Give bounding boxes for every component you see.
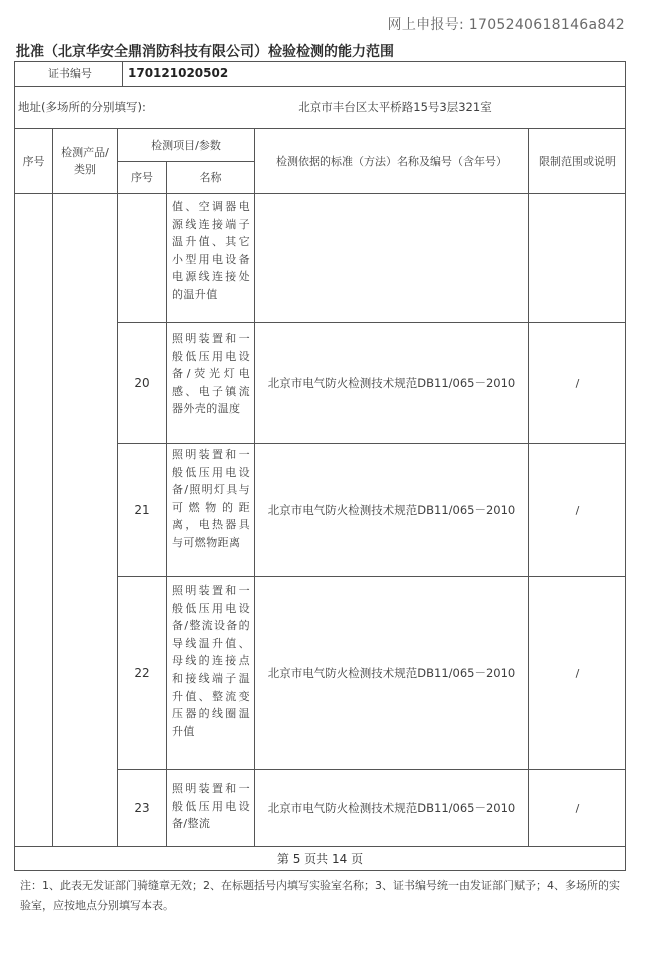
table-row-name: 照明装置和一般低压用电设备/照明灯具与可燃物的距离，电热器具与可燃物距离 <box>172 448 250 549</box>
table-row-limit: / <box>575 666 580 680</box>
document-title: 批准（北京华安全鼎消防科技有限公司）检验检测的能力范围 <box>16 44 394 60</box>
table-row-limit: / <box>575 503 580 517</box>
address-value: 北京市丰台区太平桥路15号3层321室 <box>298 100 492 114</box>
table-row-limit: / <box>575 801 580 815</box>
table-row-standard: 北京市电气防火检测技术规范DB11/065－2010 <box>267 503 516 517</box>
page-indicator: 第 5 页共 14 页 <box>276 851 364 866</box>
table-row-number: 21 <box>134 502 150 517</box>
table-row-number: 20 <box>134 375 150 390</box>
header-item-seq: 序号 <box>131 171 153 184</box>
table-row-name: 照明装置和一般低压用电设备/整流 <box>172 782 250 831</box>
header-item-name: 名称 <box>199 171 222 184</box>
footnote: 注：1、此表无发证部门骑缝章无效；2、在标题括号内填写实验室名称；3、证书编号统一由发证部门赋予；4、多场所的实验室，应按地点分别填写本表。 <box>20 879 620 912</box>
cert-label: 证书编号 <box>48 67 92 80</box>
table-row-standard: 北京市电气防火检测技术规范DB11/065－2010 <box>267 376 516 390</box>
table-row-number: 23 <box>134 800 150 815</box>
table-row-standard: 北京市电气防火检测技术规范DB11/065－2010 <box>267 666 516 680</box>
header-product: 检测产品/类别 <box>61 146 109 176</box>
table-row-limit: / <box>575 376 580 390</box>
header-limit: 限制范围或说明 <box>539 154 616 168</box>
table-row-number: 22 <box>134 665 150 680</box>
cert-number: 170121020502 <box>128 66 229 80</box>
table-row-name: 照明装置和一般低压用电设备/整流设备的导线温升值、母线的连接点和接线端子温升值、整流变压器的线圈温升值 <box>172 584 250 738</box>
online-report-number: 网上申报号: 1705240618146a842 <box>387 17 625 33</box>
header-standard: 检测依据的标准（方法）名称及编号（含年号） <box>276 154 507 168</box>
table-row-name: 照明装置和一般低压用电设备/荧光灯电感、电子镇流器外壳的温度 <box>172 332 250 416</box>
header-item-group: 检测项目/参数 <box>151 138 221 152</box>
table-row-standard: 北京市电气防火检测技术规范DB11/065－2010 <box>267 801 516 815</box>
header-seq: 序号 <box>22 154 45 168</box>
table-row-name: 值、空调器电源线连接端子温升值、其它小型用电设备电源线连接处的温升值 <box>172 200 250 301</box>
address-label: 地址(多场所的分别填写): <box>18 100 146 114</box>
